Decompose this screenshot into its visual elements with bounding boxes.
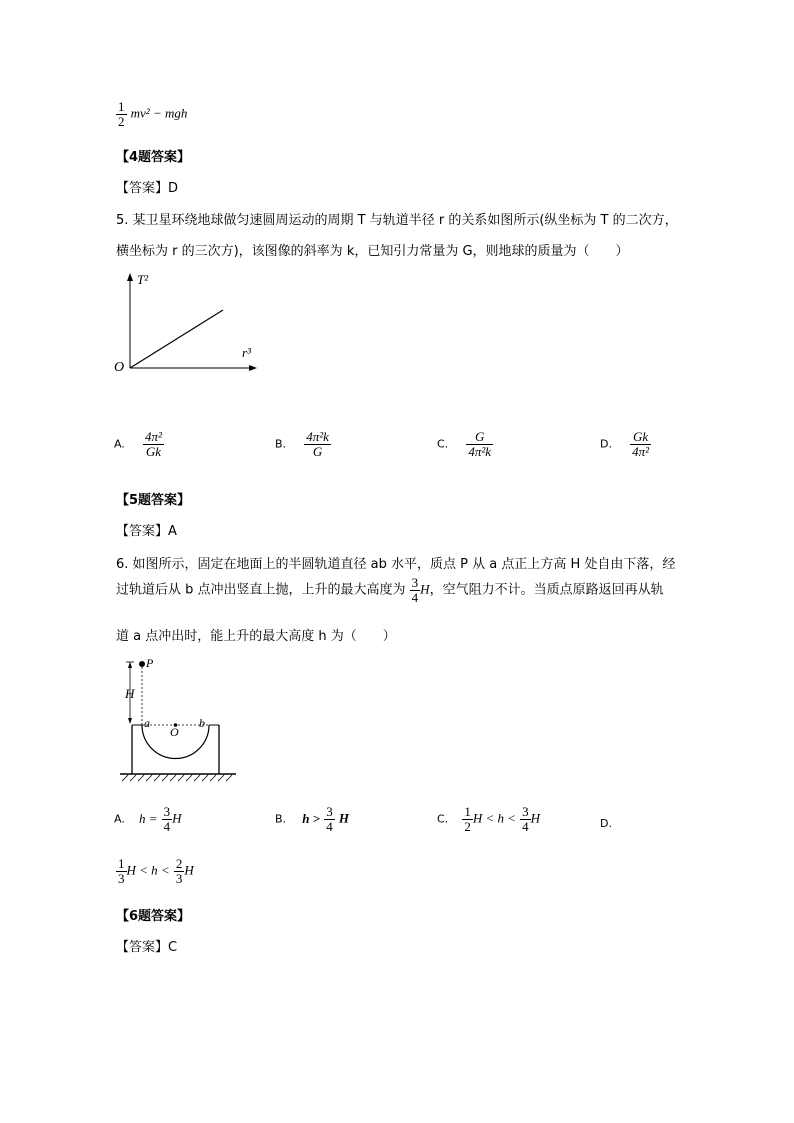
q6-option-b bbox=[275, 805, 349, 833]
option-label: D. bbox=[600, 817, 612, 830]
option-label: D. bbox=[600, 437, 612, 451]
q6-line2-a: 过轨道后从 b 点冲出竖直上抛，上升的最大高度为 bbox=[116, 582, 406, 598]
option-pre: h > bbox=[302, 810, 321, 826]
frac-num: 1 bbox=[118, 856, 125, 871]
q5-graph bbox=[110, 270, 270, 380]
q6-line3: 道 a 点冲出时，能上升的最大高度 h 为（ ） bbox=[116, 629, 396, 644]
frac-den: Gk bbox=[145, 443, 162, 459]
q6-answer: 【答案】C bbox=[116, 940, 178, 955]
option-label: B. bbox=[275, 812, 287, 826]
option-label: A. bbox=[114, 812, 125, 826]
frac-num: 4π² bbox=[144, 429, 162, 444]
option-mid: H < h < bbox=[126, 862, 170, 878]
frac-den: 4π²k bbox=[468, 443, 492, 459]
q6-line2 bbox=[116, 576, 664, 604]
q5-answer: 【答案】A bbox=[116, 524, 177, 539]
frac-den: 4 bbox=[163, 818, 171, 834]
q5-heading: 【5题答案】 bbox=[116, 493, 191, 508]
ground-hatch bbox=[122, 775, 232, 781]
option-mid: H < h < bbox=[472, 810, 517, 826]
q6-option-a bbox=[114, 805, 182, 833]
option-post: H bbox=[338, 810, 349, 826]
frac-den: G bbox=[312, 443, 323, 459]
q4-tail-rest: mv² − mgh bbox=[130, 105, 188, 121]
q6-label-a: a bbox=[144, 716, 150, 730]
frac-den: 4π² bbox=[632, 443, 650, 459]
frac-num: 3 bbox=[522, 804, 529, 819]
option-post: H bbox=[184, 862, 194, 878]
q6-heading: 【6题答案】 bbox=[116, 909, 191, 924]
q6-frac-den: 4 bbox=[411, 589, 419, 605]
option-label: B. bbox=[275, 437, 287, 451]
option-post: H bbox=[530, 810, 541, 826]
q5-x-label: r³ bbox=[242, 345, 251, 360]
q5-y-label: T² bbox=[137, 272, 149, 287]
option-pre: h = bbox=[138, 810, 158, 826]
q5-line2: 横坐标为 r 的三次方)，该图像的斜率为 k，已知引力常量为 G，则地球的质量为（ ） bbox=[116, 244, 629, 259]
frac-num: 4π²k bbox=[306, 429, 329, 444]
q4-answer: 【答案】D bbox=[116, 181, 179, 196]
q6-frac-num: 3 bbox=[411, 575, 419, 590]
option-label: C. bbox=[437, 437, 449, 451]
q4-frac-num: 1 bbox=[118, 99, 125, 114]
q5-option-b bbox=[275, 430, 331, 458]
frac-num: 1 bbox=[464, 804, 471, 819]
q6-label-p: P bbox=[146, 656, 154, 670]
q6-line1: 6. 如图所示，固定在地面上的半圆轨道直径 ab 水平，质点 P 从 a 点正上方高 H 处自由下落，经 bbox=[116, 557, 676, 572]
frac-num: 3 bbox=[326, 804, 333, 819]
q6-line2-b: ，空气阻力不计。当质点原路返回再从轨 bbox=[429, 582, 664, 598]
frac-den: 2 bbox=[464, 818, 471, 834]
q5-option-c bbox=[437, 430, 493, 458]
frac-num: 2 bbox=[175, 856, 183, 871]
option-label: C. bbox=[437, 812, 449, 826]
q5-line1: 5. 某卫星环绕地球做匀速圆周运动的周期 T 与轨道半径 r 的关系如图所示(纵坐标为 T 的二次方， bbox=[116, 213, 678, 228]
q5-slope-line bbox=[130, 310, 223, 368]
q6-label-o: O bbox=[170, 725, 179, 739]
q5-y-arrow bbox=[127, 273, 133, 281]
q5-option-d bbox=[600, 430, 651, 458]
q6-diagram bbox=[118, 655, 240, 783]
q5-x-arrow bbox=[249, 365, 257, 371]
frac-den: 3 bbox=[118, 870, 125, 886]
option-post: H bbox=[172, 810, 182, 826]
q6-option-d bbox=[116, 857, 194, 885]
q6-option-c bbox=[437, 805, 540, 833]
frac-den: 3 bbox=[175, 870, 183, 886]
frac-num: Gk bbox=[630, 430, 651, 445]
q6-label-b: b bbox=[199, 716, 205, 730]
q6-line2-var: H bbox=[420, 581, 430, 597]
q5-origin-label: O bbox=[114, 360, 125, 375]
frac-den: 4 bbox=[326, 818, 333, 834]
q6-option-d-label bbox=[600, 816, 612, 831]
q5-option-a bbox=[114, 430, 164, 458]
frac-den: 4 bbox=[522, 818, 529, 834]
q6-label-h: H bbox=[125, 686, 135, 701]
frac-num: G bbox=[466, 430, 493, 445]
point-p bbox=[139, 661, 145, 667]
frac-num: 3 bbox=[163, 804, 171, 819]
option-label: A. bbox=[114, 437, 125, 451]
q4-tail-expression bbox=[116, 100, 187, 128]
q4-frac-den: 2 bbox=[118, 113, 125, 129]
q4-heading: 【4题答案】 bbox=[116, 150, 191, 165]
